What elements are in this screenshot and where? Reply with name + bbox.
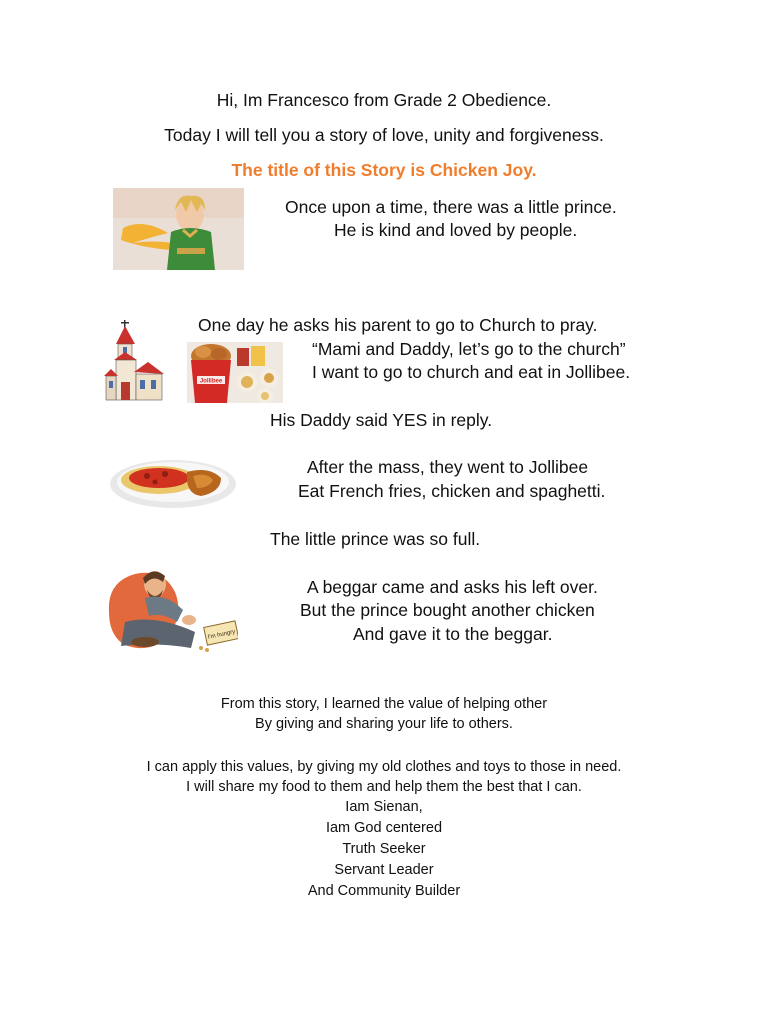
story-line-5: The little prince was so full. xyxy=(270,529,481,549)
story-line-6b: But the prince bought another chicken xyxy=(300,600,595,620)
apply-line-1: I can apply this values, by giving my old clothes and toys to those in need. xyxy=(146,759,622,775)
story-line-1a: Once upon a time, there was a little prince. xyxy=(285,197,617,217)
story-line-6a: A beggar came and asks his left over. xyxy=(307,577,598,597)
story-title: The title of this Story is Chicken Joy. xyxy=(231,160,537,180)
story-line-4a: After the mass, they went to Jollibee xyxy=(307,457,589,477)
story-line-2c: I want to go to church and eat in Jollibee. xyxy=(312,362,631,382)
apply-line-2: I will share my food to them and help them the best that I can. xyxy=(186,779,582,795)
story-line-6c: And gave it to the beggar. xyxy=(353,624,553,644)
story-line-2a: One day he asks his parent to go to Church to pray. xyxy=(198,315,598,335)
beggar-image xyxy=(105,562,238,656)
apply-line-5: Truth Seeker xyxy=(342,841,426,857)
jollibee-meal-image xyxy=(187,342,283,403)
apply-line-4: Iam God centered xyxy=(325,820,443,836)
story-line-3: His Daddy said YES in reply. xyxy=(270,410,493,430)
beggar-sign-text: I'm hungry xyxy=(207,629,236,641)
intro-line: Today I will tell you a story of love, unity and forgiveness. xyxy=(164,125,604,145)
story-line-2b: “Mami and Daddy, let’s go to the church” xyxy=(312,339,626,359)
bucket-label: Jollibee xyxy=(199,378,223,385)
spaghetti-chicken-image xyxy=(109,452,237,510)
apply-line-6: Servant Leader xyxy=(334,862,434,878)
little-prince-image xyxy=(113,188,244,270)
lesson-line-2: By giving and sharing your life to others. xyxy=(255,716,513,732)
apply-line-7: And Community Builder xyxy=(307,883,461,899)
church-image xyxy=(104,314,164,404)
story-line-4b: Eat French fries, chicken and spaghetti. xyxy=(298,481,606,501)
greeting-line: Hi, Im Francesco from Grade 2 Obedience. xyxy=(216,90,552,110)
lesson-line-1: From this story, I learned the value of helping other xyxy=(220,696,548,712)
story-line-1b: He is kind and loved by people. xyxy=(334,220,578,240)
apply-line-3: Iam Sienan, xyxy=(345,799,423,815)
